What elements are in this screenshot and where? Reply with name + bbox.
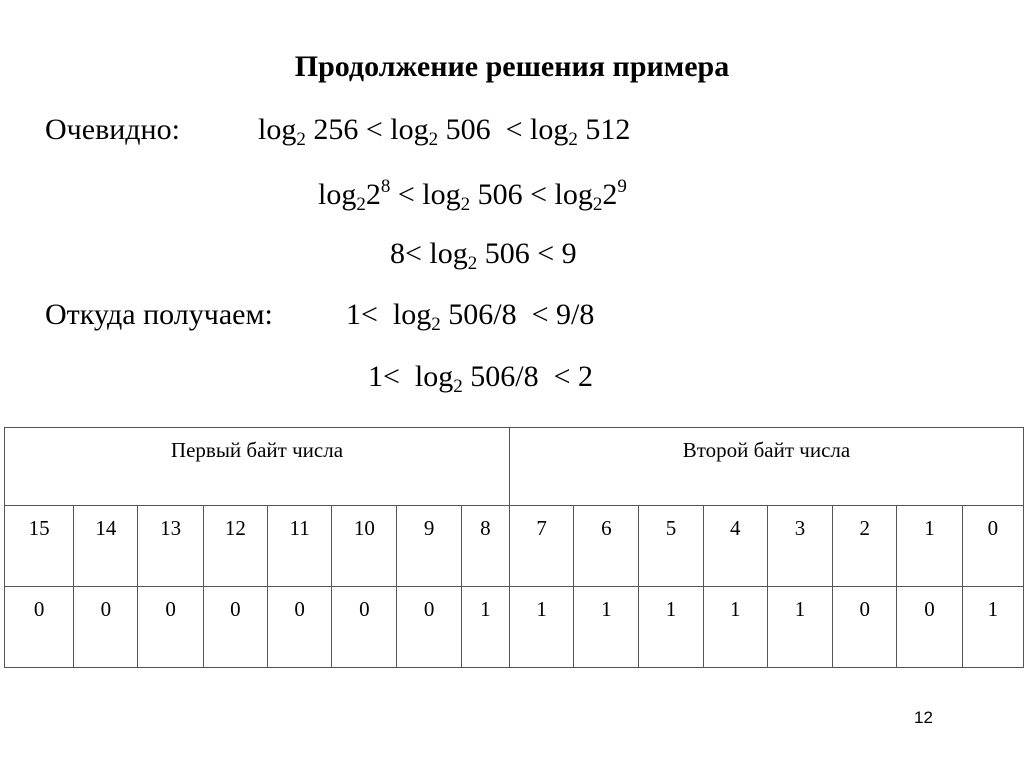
formula-subscript: 2 bbox=[431, 314, 441, 335]
bit-value-cell: 0 bbox=[332, 587, 397, 668]
bit-index-cell: 4 bbox=[703, 506, 767, 587]
formula-text: 8< log bbox=[390, 237, 468, 270]
bit-value-cell: 0 bbox=[203, 587, 267, 668]
bit-index-cell: 11 bbox=[267, 506, 331, 587]
bit-value-cell: 0 bbox=[897, 587, 962, 668]
bit-value-cell: 1 bbox=[574, 587, 639, 668]
bit-value-cell: 0 bbox=[397, 587, 461, 668]
formula-line-3 bbox=[390, 239, 577, 273]
bit-value-cell: 1 bbox=[703, 587, 767, 668]
formula-subscript: 2 bbox=[467, 253, 478, 274]
bit-value-cell: 0 bbox=[74, 587, 138, 668]
formula-text: log bbox=[258, 113, 297, 146]
second-byte-header: Второй байт числа bbox=[509, 428, 1023, 506]
formula-text: 1< log bbox=[368, 360, 454, 393]
formula-subscript: 2 bbox=[460, 194, 471, 215]
formula-text: 256 < log bbox=[305, 113, 429, 146]
bit-value-cell: 0 bbox=[833, 587, 897, 668]
binary-table-container bbox=[4, 427, 1024, 669]
formula-text: < log bbox=[390, 178, 461, 211]
bit-value-cell: 1 bbox=[509, 587, 573, 668]
bit-value-cell: 1 bbox=[639, 587, 703, 668]
formula-text: 506 < log bbox=[438, 113, 569, 146]
bit-index-cell: 3 bbox=[767, 506, 832, 587]
bit-index-cell: 6 bbox=[574, 506, 639, 587]
bit-index-cell: 8 bbox=[461, 506, 509, 587]
bit-index-cell: 0 bbox=[962, 506, 1023, 587]
first-byte-header: Первый байт числа bbox=[5, 428, 510, 506]
formula-subscript: 2 bbox=[296, 129, 306, 150]
bit-value-cell: 0 bbox=[267, 587, 331, 668]
bit-value-cell: 0 bbox=[138, 587, 203, 668]
bit-value-row bbox=[5, 587, 1024, 668]
bit-index-cell: 5 bbox=[639, 506, 703, 587]
formula-text: 506/8 < 2 bbox=[462, 360, 594, 393]
formula-subscript: 2 bbox=[428, 129, 439, 150]
formula-text: 506/8 < 9/8 bbox=[440, 298, 595, 331]
page-number: 12 bbox=[914, 708, 933, 727]
bit-value-cell: 0 bbox=[5, 587, 74, 668]
formula-text: log bbox=[318, 178, 357, 211]
formula-text: 506 < log bbox=[470, 178, 593, 211]
formula-text: 506 < 9 bbox=[477, 237, 577, 270]
byte-header-row bbox=[5, 428, 1024, 506]
formula-subscript: 2 bbox=[453, 376, 463, 397]
formula-text: 1< log bbox=[346, 298, 432, 331]
bit-index-cell: 14 bbox=[74, 506, 138, 587]
bit-index-cell: 7 bbox=[509, 506, 573, 587]
bit-value-cell: 1 bbox=[962, 587, 1023, 668]
bit-index-cell: 1 bbox=[897, 506, 962, 587]
formula-text: 2 bbox=[602, 178, 618, 211]
formula-subscript: 2 bbox=[356, 194, 366, 215]
label-whence: Откуда получаем: bbox=[45, 298, 273, 331]
bit-value-cell: 1 bbox=[461, 587, 509, 668]
formula-subscript: 2 bbox=[568, 129, 578, 150]
slide-title: Продолжение решения примера bbox=[294, 50, 730, 83]
formula-line-5 bbox=[368, 362, 593, 396]
bit-index-cell: 10 bbox=[332, 506, 397, 587]
bit-index-cell: 9 bbox=[397, 506, 461, 587]
bit-index-cell: 12 bbox=[203, 506, 267, 587]
formula-line-4 bbox=[346, 300, 594, 334]
formula-subscript: 2 bbox=[592, 194, 603, 215]
formula-text: 2 bbox=[365, 178, 381, 211]
formula-text: 512 bbox=[577, 113, 631, 146]
bit-index-cell: 15 bbox=[5, 506, 74, 587]
formula-line-2 bbox=[318, 177, 627, 214]
bit-value-cell: 1 bbox=[767, 587, 832, 668]
bit-index-cell: 13 bbox=[138, 506, 203, 587]
binary-table bbox=[4, 427, 1024, 668]
formula-superscript: 9 bbox=[617, 176, 627, 197]
bit-index-cell: 2 bbox=[833, 506, 897, 587]
label-obviously: Очевидно: bbox=[45, 113, 180, 146]
formula-line-1 bbox=[258, 115, 630, 149]
formula-superscript: 8 bbox=[380, 176, 391, 197]
bit-index-row bbox=[5, 506, 1024, 587]
